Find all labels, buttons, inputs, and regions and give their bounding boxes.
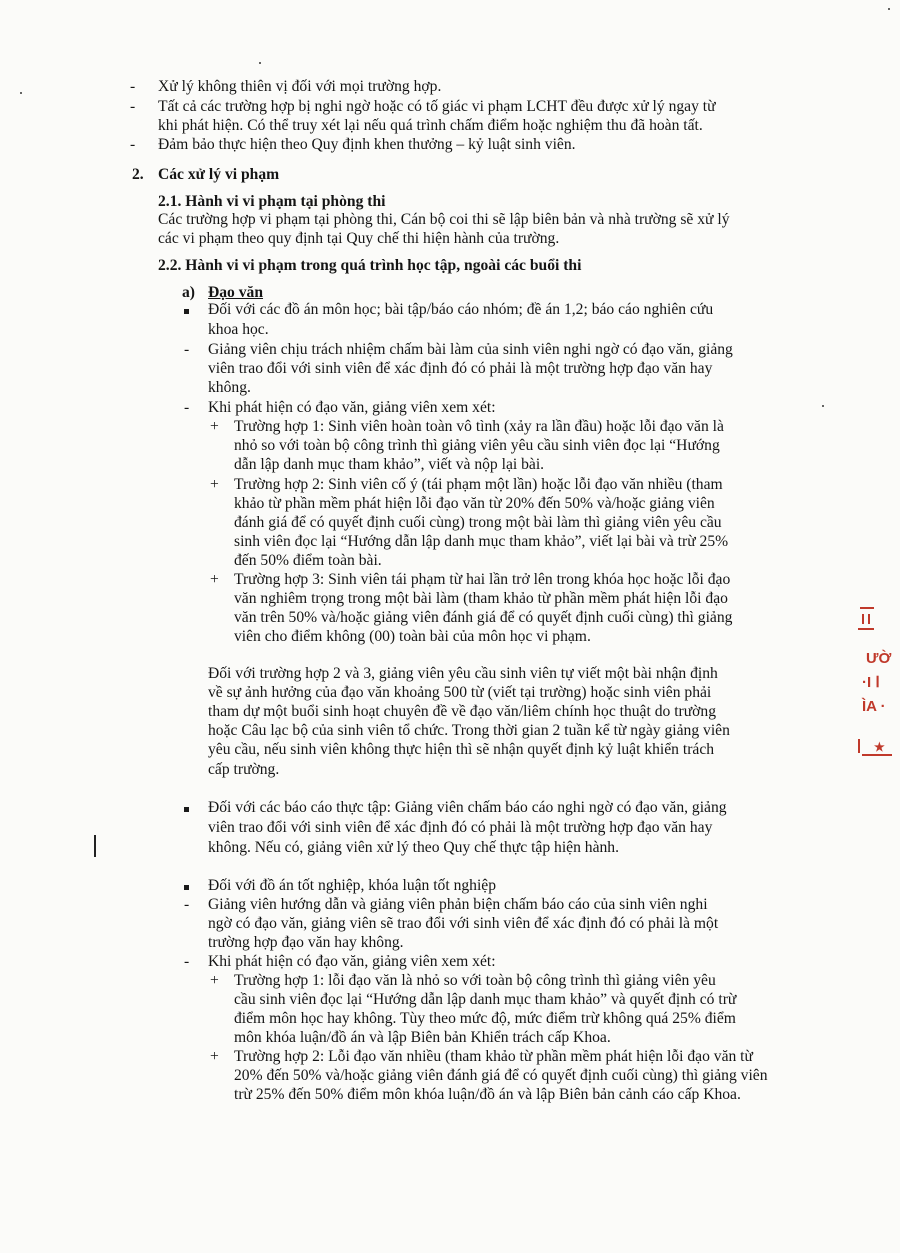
intro-bullet-1: Xử lý không thiên vị đối với mọi trường hợp. <box>158 78 442 95</box>
stamp-line <box>862 614 864 624</box>
para-line-1: Đối với trường hợp 2 và 3, giảng viên yêu cầu sinh viên tự viết một bài nhận định <box>208 665 718 682</box>
intro-bullet-2: Tất cả các trường hợp bị nghi ngờ hoặc có tố giác vi phạm LCHT đều được xử lý ngay từ <box>158 98 716 115</box>
block3-d1-line-2: ngờ có đạo văn, giảng viên sẽ trao đổi với sinh viên để xác định đó có phải là một <box>208 915 719 932</box>
intro-bullet-2-cont: khi phát hiện. Có thể truy xét lại nếu quá trình chấm điểm hoặc nghiệm thu đã hoàn tất. <box>158 117 703 134</box>
case2-line-3: đánh giá để có quyết định cuối cùng) trong một bài làm thì giảng viên yêu cầu <box>234 514 722 531</box>
block2-line-1: Đối với các báo cáo thực tập: Giảng viên chấm báo cáo nghi ngờ có đạo văn, giảng <box>208 799 727 816</box>
dash-marker: - <box>130 98 136 115</box>
stamp-text-2: ·I Ⅰ <box>862 674 880 691</box>
block3-case1-line-3: điểm môn học hay không. Tùy theo mức độ, mức điểm trừ không quá 25% điểm <box>234 1010 736 1027</box>
para-line-6: cấp trường. <box>208 761 280 778</box>
section-number: 2. <box>132 166 144 183</box>
case3-line-2: văn nghiêm trọng trong một bài làm (tham khảo từ phần mềm phát hiện lỗi đạo <box>234 590 728 607</box>
case2-line-1: Trường hợp 2: Sinh viên cố ý (tái phạm một lần) hoặc lỗi đạo văn nhiều (tham <box>234 476 723 493</box>
dash-marker: - <box>184 953 190 970</box>
stamp-text-3: ÌA · <box>862 698 886 715</box>
square-bullet <box>184 309 189 314</box>
block1-line-1: Đối với các đồ án môn học; bài tập/báo cáo nhóm; đề án 1,2; báo cáo nghiên cứu <box>208 301 714 318</box>
block1-line-5: không. <box>208 379 251 396</box>
scan-dot <box>822 405 824 407</box>
subsection-2-1-line-1: Các trường hợp vi phạm tại phòng thi, Cán bộ coi thi sẽ lập biên bản và nhà trường sẽ xử lý <box>158 211 730 228</box>
para-line-4: hoặc Câu lạc bộ của sinh viên tổ chức. Trong thời gian 2 tuần kể từ ngày giảng viên <box>208 722 730 739</box>
intro-bullet-3: Đảm bảo thực hiện theo Quy định khen thưởng – kỷ luật sinh viên. <box>158 136 576 153</box>
stamp-line <box>858 628 874 630</box>
plus-marker: + <box>210 476 219 493</box>
block2-line-3: không. Nếu có, giảng viên xử lý theo Quy chế thực tập hiện hành. <box>208 839 619 856</box>
dash-marker: - <box>130 136 136 153</box>
subsection-2-2-title: 2.2. Hành vi vi phạm trong quá trình học tập, ngoài các buổi thi <box>158 257 582 274</box>
item-a-title: Đạo văn <box>208 284 264 301</box>
square-bullet <box>184 807 189 812</box>
block3-d1-line-3: trường hợp đạo văn hay không. <box>208 934 404 951</box>
block1-line-6: Khi phát hiện có đạo văn, giảng viên xem xét: <box>208 399 496 416</box>
block3-case2-line-3: trừ 25% đến 50% điểm môn khóa luận/đồ án và lập Biên bản cảnh cáo cấp Khoa. <box>234 1086 741 1103</box>
dash-marker: - <box>184 896 190 913</box>
item-a-marker: a) <box>182 284 195 301</box>
plus-marker: + <box>210 972 219 989</box>
scan-dot <box>259 62 261 64</box>
dash-marker: - <box>184 399 190 416</box>
para-line-5: yêu cầu, nếu sinh viên không thực hiện thì sẽ nhận quyết định kỷ luật khiển trách <box>208 741 715 758</box>
case1-line-3: dẫn lập danh mục tham khảo”, viết và nộp lại bài. <box>234 456 545 473</box>
block1-line-2: khoa học. <box>208 321 269 338</box>
case1-line-1: Trường hợp 1: Sinh viên hoàn toàn vô tình (xảy ra lần đầu) hoặc lỗi đạo văn là <box>234 418 724 435</box>
block3-case1-line-2: cầu sinh viên đọc lại “Hướng dẫn lập danh mục tham khảo” và quyết định có trừ <box>234 991 737 1008</box>
dash-marker: - <box>130 78 136 95</box>
dash-marker: - <box>184 341 190 358</box>
stamp-line <box>862 754 892 756</box>
block1-line-4: viên trao đổi với sinh viên để xác định đó có phải là một trường hợp đạo văn hay <box>208 360 713 377</box>
block1-line-3: Giảng viên chịu trách nhiệm chấm bài làm của sinh viên nghi ngờ có đạo văn, giảng <box>208 341 733 358</box>
scan-dot <box>888 8 890 10</box>
case3-line-3: văn trên 50% và/hoặc giảng viên đánh giá để có quyết định cuối cùng) thì giảng <box>234 609 733 626</box>
case2-line-4: sinh viên đọc lại “Hướng dẫn lập danh mục tham khảo”, viết lại bài và trừ 25% <box>234 533 729 550</box>
plus-marker: + <box>210 418 219 435</box>
stamp-line <box>860 607 874 609</box>
block2-line-2: viên trao đổi với sinh viên để xác định đó có phải là một trường hợp đạo văn hay <box>208 819 713 836</box>
block3-case2-line-2: 20% đến 50% và/hoặc giảng viên đánh giá để có quyết định cuối cùng) thì giảng viên <box>234 1067 768 1084</box>
case2-line-2: khảo từ phần mềm phát hiện lỗi đạo văn từ 20% đến 50% và/hoặc giảng viên <box>234 495 715 512</box>
stamp-text-1: ƯỜ <box>866 650 892 667</box>
case2-line-5: đến 50% điểm toàn bài. <box>234 552 382 569</box>
block3-title: Đối với đồ án tốt nghiệp, khóa luận tốt nghiệp <box>208 877 497 894</box>
block3-d2: Khi phát hiện có đạo văn, giảng viên xem xét: <box>208 953 496 970</box>
plus-marker: + <box>210 571 219 588</box>
subsection-2-1-line-2: các vi phạm theo quy định tại Quy chế thi hiện hành của trường. <box>158 230 560 247</box>
section-title: Các xử lý vi phạm <box>158 166 280 183</box>
case1-line-2: nhỏ so với toàn bộ công trình thì giảng viên yêu cầu sinh viên đọc lại “Hướng <box>234 437 720 454</box>
para-line-3: tham dự một buổi sinh hoạt chuyên đề về đạo văn/liêm chính học thuật do trường <box>208 703 717 720</box>
para-line-2: về sự ảnh hưởng của đạo văn khoảng 500 từ (viết tại trường) hoặc sinh viên phải <box>208 684 712 701</box>
block3-case1-line-4: môn khóa luận/đồ án và lập Biên bản Khiển trách cấp Khoa. <box>234 1029 611 1046</box>
subsection-2-1-title: 2.1. Hành vi vi phạm tại phòng thi <box>158 193 386 210</box>
block3-case1-line-1: Trường hợp 1: lỗi đạo văn là nhỏ so với toàn bộ công trình thì giảng viên yêu <box>234 972 716 989</box>
case3-line-4: viên cho điểm không (00) toàn bài của môn học vi phạm. <box>234 628 591 645</box>
stamp-line <box>858 739 860 753</box>
square-bullet <box>184 885 189 890</box>
block3-d1-line-1: Giảng viên hướng dẫn và giảng viên phản biện chấm báo cáo của sinh viên nghi <box>208 896 708 913</box>
stamp-line <box>868 614 870 624</box>
scan-artifact-bar <box>94 835 96 857</box>
scan-dot <box>20 92 22 94</box>
block3-case2-line-1: Trường hợp 2: Lỗi đạo văn nhiều (tham khảo từ phần mềm phát hiện lỗi đạo văn từ <box>234 1048 753 1065</box>
case3-line-1: Trường hợp 3: Sinh viên tái phạm từ hai lần trở lên trong khóa học hoặc lỗi đạo <box>234 571 731 588</box>
plus-marker: + <box>210 1048 219 1065</box>
stamp-star: ★ <box>874 740 885 754</box>
